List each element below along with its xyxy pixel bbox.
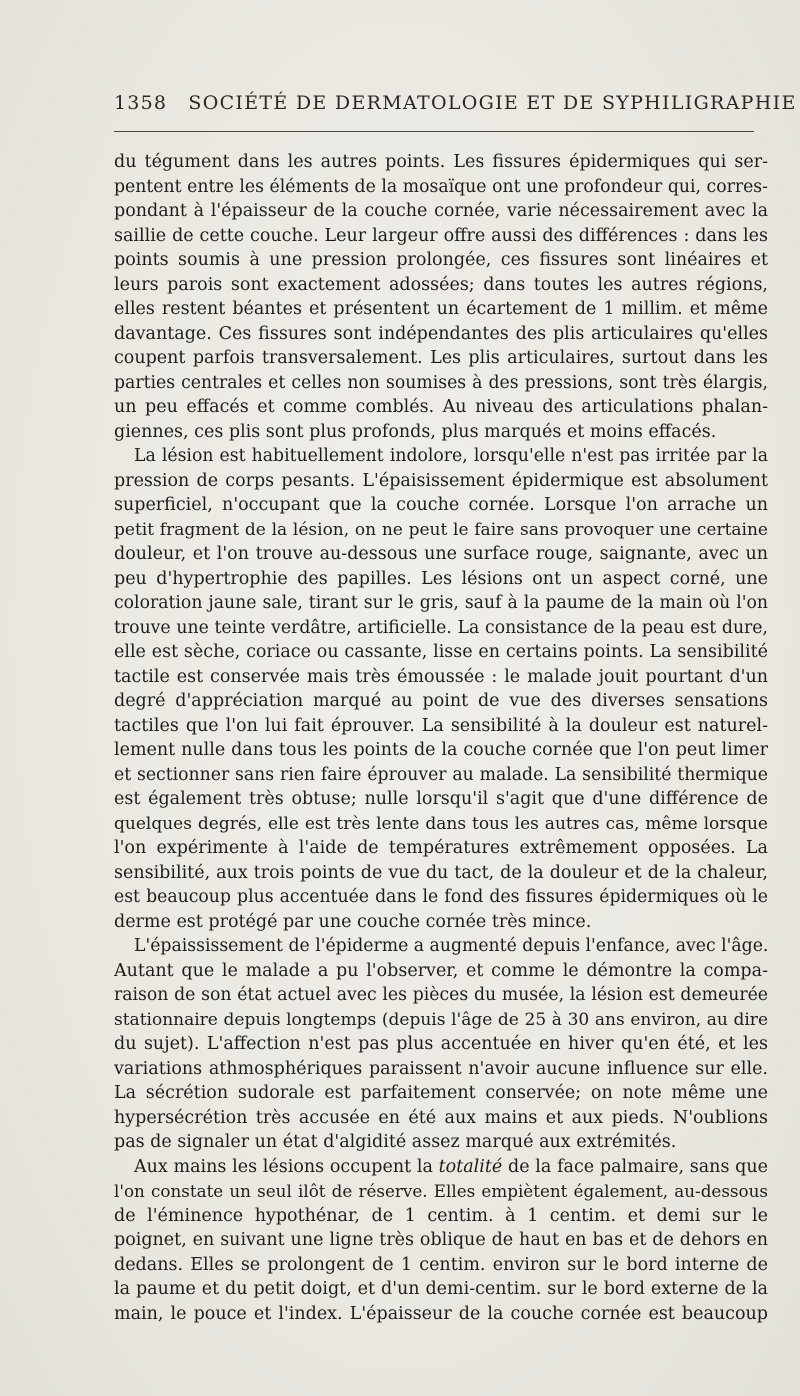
text-line: main, le pouce et l'index. L'épaisseur de la couche cornée est beaucoup: [114, 1303, 768, 1324]
running-title: SOCIÉTÉ DE DERMATOLOGIE ET DE SYPHILIGRAPHIE: [188, 92, 797, 114]
text-line: pondant à l'épaisseur de la couche cornée, varie nécessairement avec la: [114, 201, 768, 221]
text-line: points soumis à une pression prolongée, ces fissures sont linéaires et: [114, 250, 768, 270]
text-line: La lésion est habituellement indolore, lorsqu'elle n'est pas irritée par la: [134, 446, 768, 466]
text-line: giennes, ces plis sont plus profonds, plus marqués et moins effacés.: [114, 421, 717, 442]
text-line: peu d'hypertrophie des papilles. Les lésions ont un aspect corné, une: [114, 568, 768, 589]
text-line: Autant que le malade a pu l'observer, et comme le démontre la compa-: [114, 960, 768, 981]
text-line: trouve une teinte verdâtre, artificielle. La consistance de la peau est dure,: [114, 617, 768, 638]
text-line: raison de son état actuel avec les pièces du musée, la lésion est demeurée: [114, 985, 768, 1005]
text-line: du sujet). L'affection n'est pas plus accentuée en hiver qu'en été, et les: [114, 1034, 768, 1054]
text-line: quelques degrés, elle est très lente dans tous les autres cas, même lorsque: [114, 813, 768, 834]
text-line: pression de corps pesants. L'épaisissement épidermique est absolument: [114, 470, 768, 491]
text-line: superficiel, n'occupant que la couche cornée. Lorsque l'on arrache un: [114, 495, 768, 515]
text-line: poignet, en suivant une ligne très oblique de haut en bas et de dehors en: [114, 1230, 768, 1250]
text-line: La sécrétion sudorale est parfaitement conservée; on note même une: [114, 1083, 768, 1103]
text-line: est également très obtuse; nulle lorsqu'il s'agit que d'une différence de: [114, 789, 768, 809]
header-rule: [114, 131, 754, 132]
text-line: lement nulle dans tous les points de la couche cornée que l'on peut limer: [114, 740, 768, 760]
text-line: de l'éminence hypothénar, de 1 centim. à 1 centim. et demi sur le: [114, 1205, 768, 1226]
text-line: douleur, et l'on trouve au-dessous une surface rouge, saignante, avec un: [114, 544, 768, 564]
text-line: derme est protégé par une couche cornée très mince.: [114, 911, 592, 932]
italic-emphasis: totalité: [438, 1156, 503, 1177]
text-line: degré d'appréciation marqué au point de vue des diverses sensations: [114, 691, 768, 711]
text-line: davantage. Ces fissures sont indépendantes des plis articulaires qu'elles: [114, 323, 768, 344]
text-line: du tégument dans les autres points. Les fissures épidermiques qui ser-: [114, 152, 768, 172]
text-line: l'on expérimente à l'aide de températures extrêmement opposées. La: [114, 838, 768, 858]
text-line: Aux mains les lésions occupent la totalité de la face palmaire, sans que: [134, 1156, 768, 1177]
text-line: stationnaire depuis longtemps (depuis l'âge de 25 à 30 ans environ, au dire: [114, 1009, 768, 1030]
running-header: [114, 92, 797, 120]
text-line: coupent parfois transversalement. Les plis articulaires, surtout dans les: [114, 348, 768, 368]
text-line: sensibilité, aux trois points de vue du tact, de la douleur et de la chaleur,: [114, 862, 768, 883]
text-line: petit fragment de la lésion, on ne peut le faire sans provoquer une certaine: [114, 519, 768, 540]
text-line: tactile est conservée mais très émoussée : le malade jouit pourtant d'un: [114, 666, 768, 687]
text-line: parties centrales et celles non soumises à des pressions, sont très élargis,: [114, 372, 768, 393]
text-line: la paume et du petit doigt, et d'un demi-centim. sur le bord externe de la: [114, 1279, 768, 1299]
body-text: [114, 150, 768, 1326]
text-line: et sectionner sans rien faire éprouver au malade. La sensibilité thermique: [114, 764, 768, 785]
text-line: saillie de cette couche. Leur largeur offre aussi des différences : dans les: [114, 225, 768, 246]
text-line: hypersécrétion très accusée en été aux mains et aux pieds. N'oublions: [114, 1107, 768, 1128]
text-line: variations athmosphériques paraissent n'avoir aucune influence sur elle.: [114, 1058, 768, 1079]
text-line: dedans. Elles se prolongent de 1 centim. environ sur le bord interne de: [114, 1254, 768, 1275]
text-line: tactiles que l'on lui fait éprouver. La sensibilité à la douleur est naturel-: [114, 715, 768, 736]
text-line: l'on constate un seul ilôt de réserve. Elles empiètent également, au-dessous: [114, 1181, 768, 1201]
text-line: L'épaississement de l'épiderme a augmenté depuis l'enfance, avec l'âge.: [134, 936, 768, 956]
text-line: un peu effacés et comme comblés. Au niveau des articulations phalan-: [114, 397, 768, 417]
text-line: leurs parois sont exactement adossées; dans toutes les autres régions,: [114, 274, 768, 295]
text-line: elle est sèche, coriace ou cassante, lisse en certains points. La sensibilité: [114, 642, 768, 662]
text-line: est beaucoup plus accentuée dans le fond des fissures épidermiques où le: [114, 887, 768, 907]
text-line: pas de signaler un état d'algidité assez marqué aux extrémités.: [114, 1132, 677, 1152]
text-line: coloration jaune sale, tirant sur le gris, sauf à la paume de la main où l'on: [114, 593, 768, 613]
page-number: 1358: [114, 92, 168, 114]
text-line: pentent entre les éléments de la mosaïque ont une profondeur qui, corres-: [114, 176, 768, 197]
text-line: elles restent béantes et présentent un écartement de 1 millim. et même: [114, 299, 768, 319]
